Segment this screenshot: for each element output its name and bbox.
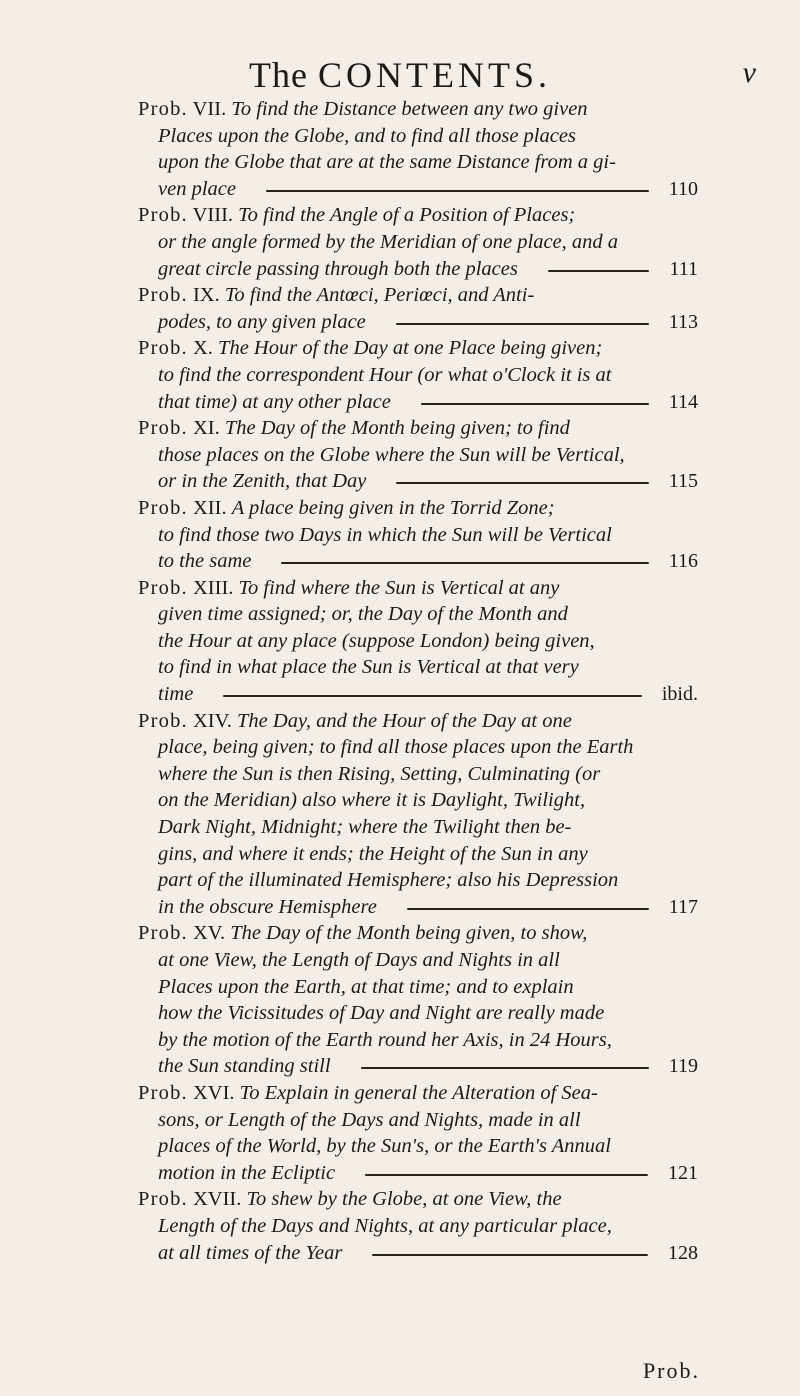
entry-text: To find the Distance between any two given: [231, 98, 588, 120]
entry-text: at one View, the Length of Days and Nights in all: [158, 949, 560, 971]
entry-text: To find the Angle of a Position of Places;: [238, 204, 576, 227]
entry-line: [138, 442, 698, 469]
entry-text: to the same: [158, 550, 252, 573]
problem-label: Prob.: [138, 98, 188, 120]
dot-leader: [365, 1174, 648, 1176]
entry-line: [138, 389, 698, 416]
problem-number: XV.: [187, 922, 231, 945]
contents-entry: [138, 202, 698, 282]
entry-text: part of the illuminated Hemisphere; also his Depression: [158, 869, 619, 892]
page-number: 128: [668, 1241, 698, 1264]
dot-leader: [548, 270, 650, 272]
catchword: Prob.: [642, 1358, 700, 1383]
entry-text: in the obscure Hemisphere: [158, 895, 377, 918]
entry-line: [138, 415, 698, 442]
contents-list: [138, 96, 698, 1266]
header-title: CONTENTS.: [317, 55, 551, 95]
entry-line: [138, 1240, 698, 1267]
entry-line: [138, 708, 698, 735]
entry-text: by the motion of the Earth round her Axis, in 24 Hours,: [158, 1028, 612, 1051]
entry-text: the Hour at any place (suppose London) being given,: [158, 629, 595, 652]
entry-text: those places on the Globe where the Sun will be Vertical,: [158, 443, 625, 466]
entry-line: [138, 1107, 698, 1134]
page-number: 110: [668, 177, 698, 200]
running-header: [0, 54, 800, 96]
entry-text: to find the correspondent Hour (or what o'Clock it is at: [158, 363, 612, 386]
problem-label: Prob.: [138, 576, 188, 599]
problem-number: VII.: [187, 98, 232, 120]
entry-text: To find where the Sun is Vertical at any: [238, 576, 560, 599]
contents-entry: [138, 1186, 698, 1266]
entry-text: ven place: [158, 177, 236, 200]
contents-entry: [138, 96, 698, 202]
entry-text: podes, to any given place: [158, 310, 366, 333]
dot-leader: [372, 1254, 648, 1256]
problem-label: Prob.: [138, 496, 188, 519]
entry-text: or in the Zenith, that Day: [158, 470, 367, 493]
page-number: 116: [668, 550, 698, 573]
entry-line: [138, 814, 698, 841]
entry-text: Dark Night, Midnight; where the Twilight then be-: [158, 816, 572, 839]
contents-entry: [138, 415, 698, 495]
entry-text: how the Vicissitudes of Day and Night are really made: [158, 1002, 605, 1025]
contents-entry: [138, 575, 698, 708]
dot-leader: [266, 190, 649, 192]
header-prefix: The: [249, 55, 308, 95]
entry-line: [138, 761, 698, 788]
entry-line: [138, 282, 698, 309]
entry-text: gins, and where it ends; the Height of the Sun in any: [158, 842, 588, 865]
contents-entry: [138, 335, 698, 415]
problem-number: X.: [187, 337, 219, 360]
entry-text: A place being given in the Torrid Zone;: [231, 496, 555, 519]
entry-line: [138, 362, 698, 389]
entry-line: [138, 495, 698, 522]
problem-number: IX.: [187, 284, 225, 307]
entry-line: [138, 867, 698, 894]
entry-text: place, being given; to find all those places upon the Earth: [158, 736, 634, 759]
entry-line: [138, 123, 698, 150]
problem-label: Prob.: [138, 284, 188, 307]
entry-line: [138, 229, 698, 256]
entry-text: To Explain in general the Alteration of Sea-: [239, 1081, 598, 1104]
entry-text: The Day, and the Hour of the Day at one: [237, 709, 572, 732]
problem-number: VIII.: [187, 204, 239, 227]
entry-line: [138, 149, 698, 176]
contents-entry: [138, 1080, 698, 1186]
entry-text: on the Meridian) also where it is Daylight, Twilight,: [158, 789, 586, 812]
entry-line: [138, 947, 698, 974]
entry-text: Places upon the Earth, at that time; and to explain: [158, 975, 574, 998]
entry-line: [138, 601, 698, 628]
entry-line: [138, 734, 698, 761]
page-number: 113: [668, 310, 698, 333]
page-number: 115: [668, 470, 698, 493]
dot-leader: [407, 908, 649, 910]
dot-leader: [421, 403, 649, 405]
problem-number: XIV.: [187, 709, 238, 732]
problem-number: XII.: [187, 496, 232, 519]
entry-line: [138, 920, 698, 947]
problem-number: XI.: [187, 417, 225, 440]
entry-text: places of the World, by the Sun's, or the Earth's Annual: [158, 1135, 611, 1158]
entry-text: to find in what place the Sun is Vertical at that very: [158, 656, 579, 679]
page-number: 117: [668, 895, 698, 918]
contents-entry: [138, 495, 698, 575]
entry-text: The Day of the Month being given; to find: [224, 417, 570, 440]
contents-entry: [138, 920, 698, 1080]
entry-text: great circle passing through both the places: [158, 257, 518, 280]
entry-line: [138, 1000, 698, 1027]
problem-number: XVI.: [187, 1081, 240, 1104]
entry-text: that time) at any other place: [158, 390, 391, 413]
entry-text: to find those two Days in which the Sun will be Vertical: [158, 523, 612, 546]
entry-text: given time assigned; or, the Day of the Month and: [158, 603, 568, 626]
entry-text: time: [158, 683, 194, 706]
problem-number: XIII.: [187, 576, 239, 599]
problem-label: Prob.: [138, 417, 188, 440]
entry-line: [138, 1133, 698, 1160]
entry-text: upon the Globe that are at the same Distance from a gi-: [158, 151, 616, 174]
entry-text: or the angle formed by the Meridian of one place, and a: [158, 230, 619, 253]
problem-label: Prob.: [138, 337, 188, 360]
dot-leader: [396, 323, 649, 325]
contents-entry: [138, 282, 698, 335]
entry-line: [138, 335, 698, 362]
entry-line: [138, 522, 698, 549]
entry-text: Places upon the Globe, and to find all those places: [158, 124, 576, 147]
page-number: 111: [669, 257, 698, 280]
page-number: ibid.: [661, 683, 698, 706]
entry-line: [138, 1213, 698, 1240]
page-number: 114: [668, 390, 698, 413]
entry-text: at all times of the Year: [158, 1241, 343, 1264]
page-number: 119: [668, 1055, 698, 1078]
problem-label: Prob.: [138, 709, 188, 732]
dot-leader: [281, 562, 648, 564]
entry-text: the Sun standing still: [158, 1055, 331, 1078]
entry-line: [138, 202, 698, 229]
entry-line: [138, 841, 698, 868]
problem-label: Prob.: [138, 922, 188, 945]
entry-text: The Day of the Month being given, to show,: [230, 922, 588, 945]
entry-text: Length of the Days and Nights, at any particular place,: [158, 1214, 612, 1237]
entry-text: To find the Antœci, Periœci, and Anti-: [224, 284, 535, 307]
entry-line: [138, 628, 698, 655]
contents-entry: [138, 708, 698, 921]
entry-line: [138, 256, 698, 283]
entry-line: [138, 96, 698, 123]
entry-text: The Hour of the Day at one Place being given;: [218, 337, 603, 360]
entry-line: [138, 1186, 698, 1213]
entry-line: [138, 974, 698, 1001]
problem-number: XVII.: [187, 1188, 247, 1211]
problem-label: Prob.: [138, 1081, 188, 1104]
dot-leader: [223, 695, 642, 697]
entry-text: sons, or Length of the Days and Nights, made in all: [158, 1108, 581, 1131]
entry-line: [138, 1080, 698, 1107]
problem-label: Prob.: [138, 204, 188, 227]
entry-line: [138, 787, 698, 814]
entry-line: [138, 654, 698, 681]
page-number: 121: [668, 1161, 698, 1184]
entry-line: [138, 575, 698, 602]
entry-text: where the Sun is then Rising, Setting, Culminating (or: [158, 762, 601, 785]
entry-text: motion in the Ecliptic: [158, 1161, 336, 1184]
entry-line: [138, 1027, 698, 1054]
entry-text: To shew by the Globe, at one View, the: [246, 1188, 562, 1211]
problem-label: Prob.: [138, 1188, 188, 1211]
folio-number: v: [742, 56, 756, 89]
